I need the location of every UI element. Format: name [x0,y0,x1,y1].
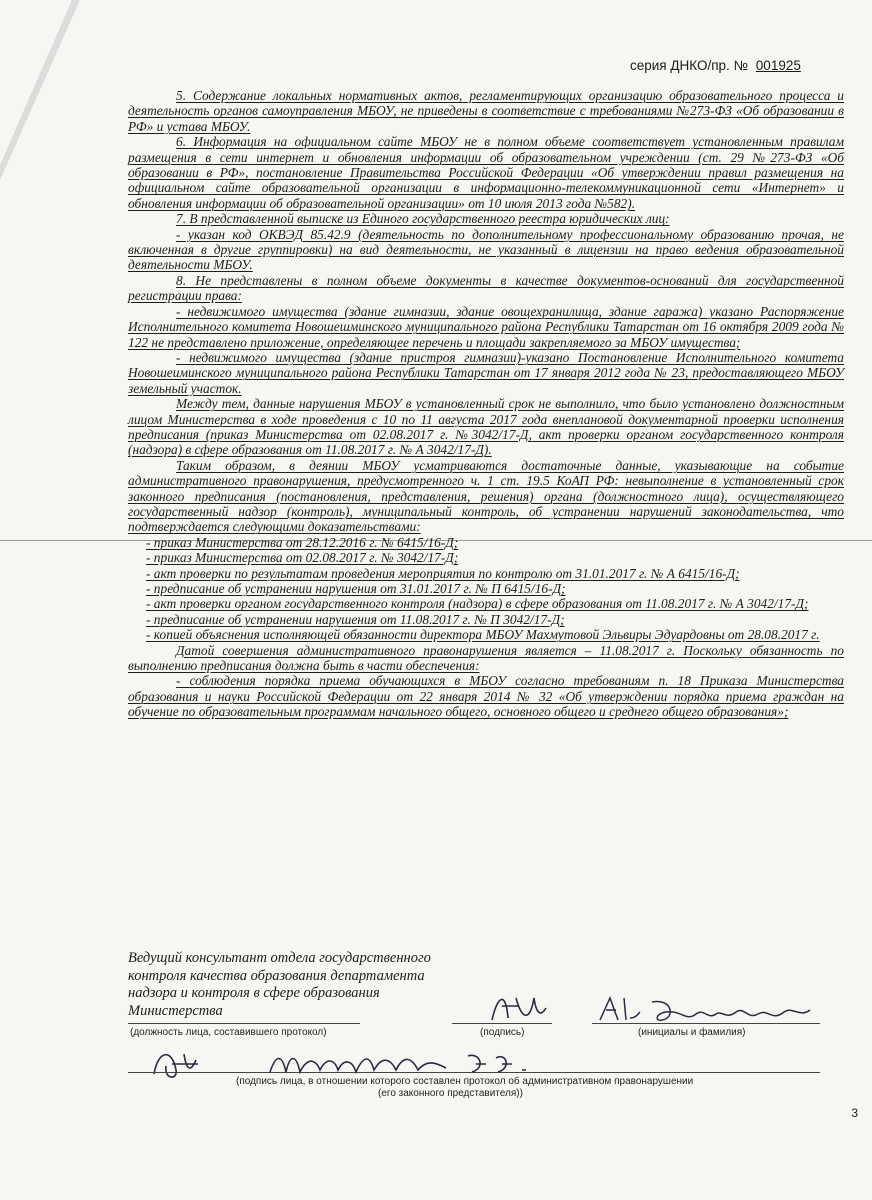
evidence-item: - предписание об устранении нарушения от 11.08.2017 г. № П 3042/17-Д; [146,611,565,627]
evidence-item: - акт проверки органом государственного контроля (надзора) в сфере образования от 11.08.2017 г. № А 3042/17-Д; [146,596,809,612]
paragraph: Между тем, данные нарушения МБОУ в установленный срок не выполнило, что было установлено должностным лицом Министерства в ходе проведения с 10 по 11 августа 2017 года внеплановой документарной проверки исполнения предписания (приказ Министерства от 02.08.2017 г. №3042/17-Д, акт проверки органом государственного контроля (надзора) в сфере образования от 11.08.2017 г. № А 3042/17-Д). [128,396,844,458]
paragraph: - соблюдения порядка приема обучающихся в МБОУ согласно требованиям п. 18 Приказа Министерства образования и науки Российской Федерации от 22 января 2014 № 32 «Об утверждении порядка приема граждан на обучение по образовательным программам начального общего, основного общего и среднего общего образования»; [128,673,844,720]
evidence-item: - предписание об устранении нарушения от 31.01.2017 г. № П 6415/16-Д; [146,581,566,596]
page-number: 3 [851,1106,858,1120]
paragraph: Датой совершения административного правонарушения является – 11.08.2017 г. Поскольку обязанность по выполнению предписания должна быть в части обеспечения: [128,642,844,674]
paragraph: - указан код ОКВЭД 85.42.9 (деятельность по дополнительному профессиональному образованию прочая, не включенная в другие группировки) на вид деятельности, не указанный в лицензии на право ведения образовательной деятельности МБОУ. [128,226,844,273]
paragraph: 7. В представленной выписке из Единого государственного реестра юридических лиц: [176,211,670,227]
paragraph: Таким образом, в деянии МБОУ усматриваются достаточные данные, указывающие на событие административного правонарушения, предусмотренного ч. 1 ст. 19.5 КоАП РФ: невыполнение в установленный срок законного предписания (постановления, представления, решения) органа (должностного лица), осуществляющего государственный надзор (контроль), муниципальный контроль, об устранении нарушений законодательства, что подтверждается следующими доказательствами: [128,457,844,535]
paragraph: 5. Содержание локальных нормативных актов, регламентирующих организацию образовательного процесса и деятельность органов самоуправления МБОУ, не приведены в соответствие с требованиями №273-ФЗ «Об образовании в РФ» и устава МБОУ. [128,88,844,134]
closing-paragraphs [128,643,844,720]
position-line: контроля качества образования департамента [128,967,425,984]
caption-initials: (инициалы и фамилия) [638,1027,746,1038]
paragraph: - недвижимого имущества (здание пристроя гимназии)-указано Постановление Исполнительного комитета Новошеиминского муниципального района Республики Татарстан от 17 января 2012 года № 23, предоставляющего МБОУ земельный участок. [128,349,844,396]
violator-underline [128,1072,820,1073]
caption-position: (должность лица, составившего протокол) [130,1027,327,1038]
evidence-item: - копией объяснения исполняющей обязанности директора МБОУ Махмутовой Эльвиры Эдуардовны от 28.08.2017 г. [146,627,820,643]
document-body [128,88,844,720]
position-line: Министерства [128,1002,223,1019]
caption-violator-line2: (его законного представителя)) [378,1088,523,1099]
position-underline [128,1023,360,1024]
series-header [630,58,801,73]
handwritten-signature-inspector [488,990,548,1030]
position-line: Ведущий консультант отдела государственного [128,950,431,966]
signature-position [128,950,431,1020]
caption-signature: (подпись) [480,1027,525,1038]
folded-corner-inner [0,0,72,165]
paragraph-list [128,88,844,535]
evidence-item: - приказ Министерства от 02.08.2017 г. № 3042/17-Д; [146,550,459,566]
series-label: серия ДНКО/пр. № [630,58,749,73]
handwritten-name-inspector [596,992,826,1028]
position-line: надзора и контроля в сфере образования [128,985,380,1001]
evidence-item: - акт проверки по результатам проведения мероприятия по контролю от 31.01.2017 г. № А 6415/16-Д; [146,565,740,581]
evidence-item: - приказ Министерства от 28.12.2016 г. № 6415/16-Д; [146,534,459,550]
paragraph: 6. Информация на официальном сайте МБОУ не в полном объеме соответствует установленным правилам размещения в сети интернет и обновления информации об образовательном учреждении (ст. 29 №273-ФЗ «Об образовании в РФ», постановление Правительства Российской Федерации «Об утверждении правил размещения на официальном сайте образовательной организации в информационно-телекоммуникационной сети «Интернет» и обновления информации об образовательной организации» от 10 июля 2013 года №582). [128,134,844,211]
paragraph: - недвижимого имущества (здание гимназии, здание овощехранилища, здание гаража) указано Распоряжение Исполнительного комитета Новошешминского муниципального района Республики Татарстан от 16 октября 2009 года № 122 не представлено приложение, определяющее перечень и площади закрепляемого за МБОУ имущества; [128,303,844,350]
series-number: 001925 [755,58,801,73]
caption-violator-line1: (подпись лица, в отношении которого составлен протокол об административном правонарушении [236,1076,694,1087]
evidence-list [128,535,844,643]
paragraph: 8. Не представлены в полном объеме документы в качестве документов-оснований для государственной регистрации права: [128,272,844,304]
